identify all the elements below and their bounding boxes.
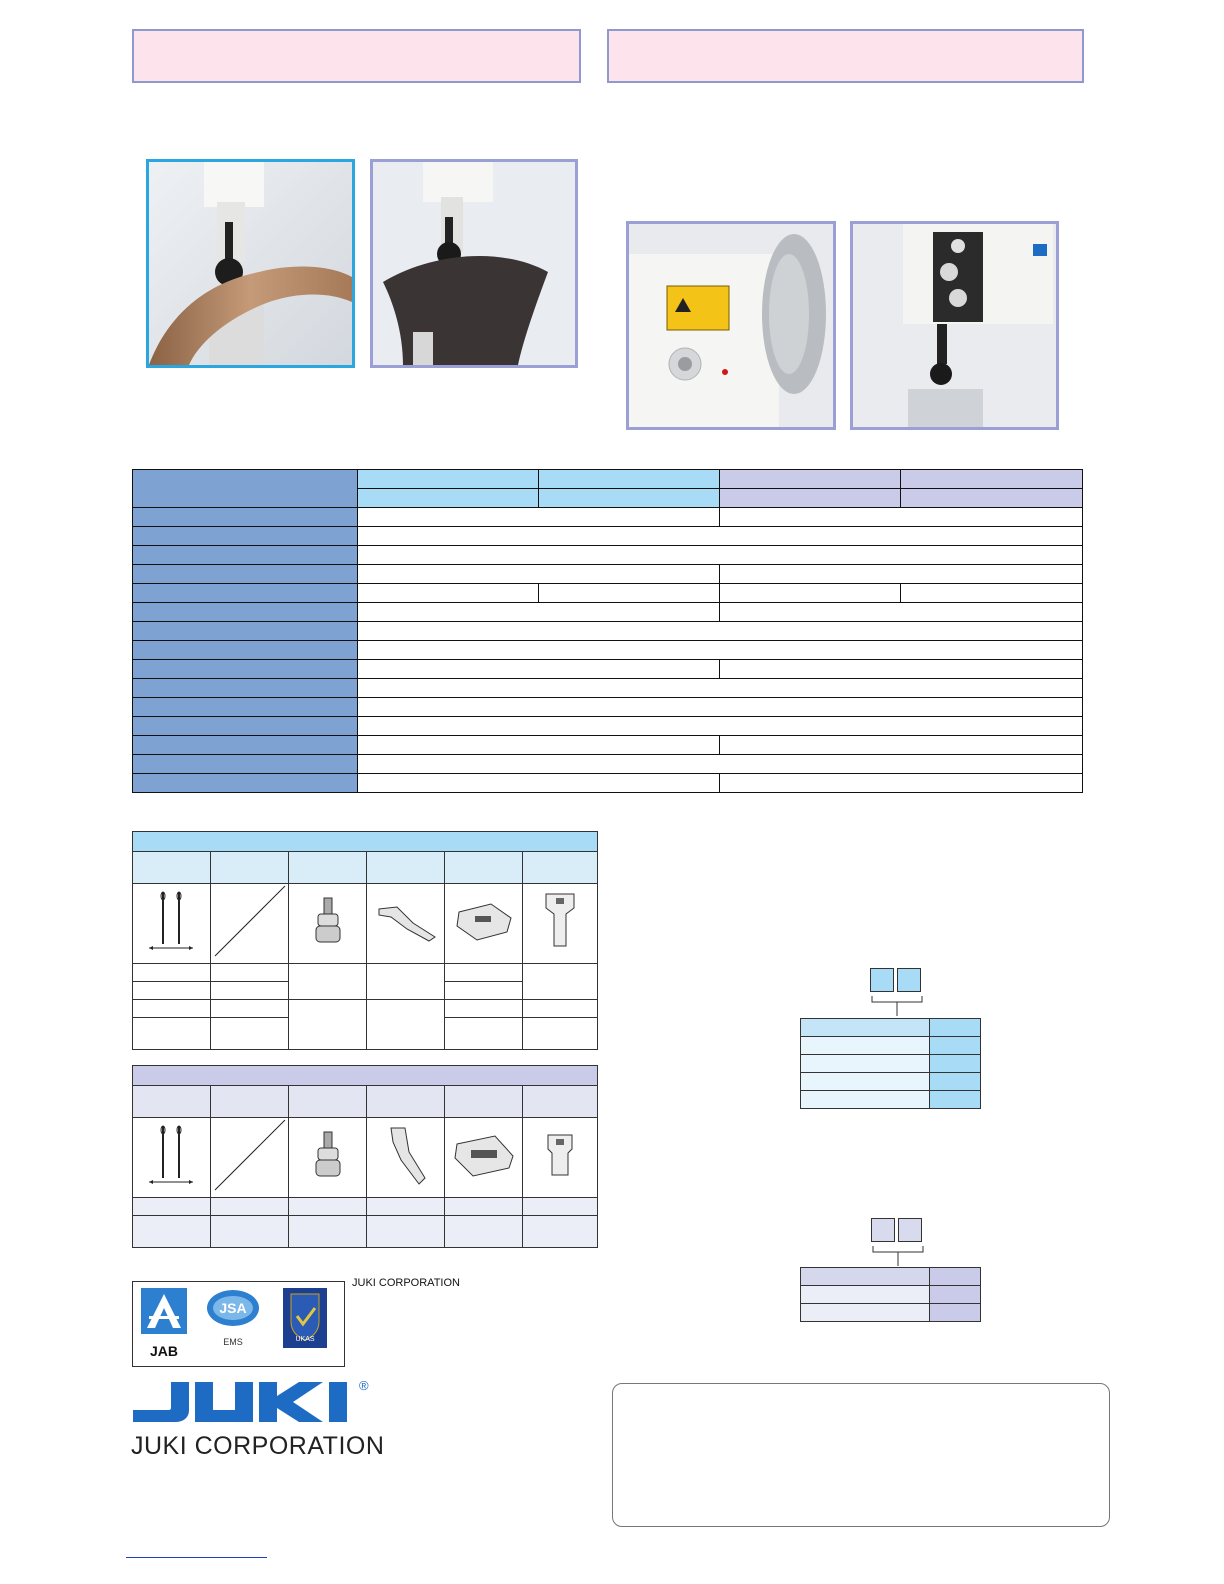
bobbin-case-icon bbox=[289, 1118, 367, 1198]
blank-cell bbox=[211, 884, 289, 964]
photo-thread-tension bbox=[850, 221, 1059, 430]
spec-row-label bbox=[133, 622, 358, 641]
spec-row-label bbox=[133, 603, 358, 622]
jab-logo: JAB bbox=[139, 1286, 189, 1358]
spec-row-label bbox=[133, 736, 358, 755]
needle-icon bbox=[133, 884, 211, 964]
code-box bbox=[871, 1218, 895, 1242]
code-bracket bbox=[871, 1244, 925, 1268]
footer-rule bbox=[126, 1557, 267, 1558]
parts-table-title bbox=[133, 1066, 598, 1086]
spec-col-1 bbox=[358, 470, 539, 489]
code-bracket bbox=[870, 994, 924, 1018]
juki-logo-subtitle: JUKI CORPORATION bbox=[131, 1432, 385, 1460]
spec-row-label bbox=[133, 508, 358, 527]
spec-row-label bbox=[133, 660, 358, 679]
spec-row-label bbox=[133, 527, 358, 546]
needle-plate-icon bbox=[523, 1118, 598, 1198]
bobbin-case-icon bbox=[289, 884, 367, 964]
photo-dark-material-sewing bbox=[370, 159, 578, 368]
jsa-logo: JSA EMS bbox=[205, 1288, 261, 1360]
company-name-small: JUKI CORPORATION bbox=[352, 1277, 460, 1289]
parts-table-lavender bbox=[132, 1065, 598, 1248]
feed-dog-icon bbox=[445, 884, 523, 964]
parts-table-blue bbox=[132, 831, 598, 1050]
spec-col-3 bbox=[720, 470, 901, 489]
ukas-logo: UKAS bbox=[281, 1286, 329, 1362]
spec-row-label bbox=[133, 584, 358, 603]
needle-icon bbox=[133, 1118, 211, 1198]
needle-plate-icon bbox=[523, 884, 598, 964]
registered-mark: ® bbox=[359, 1378, 369, 1393]
code-box bbox=[870, 968, 894, 992]
spec-row-label bbox=[133, 679, 358, 698]
spec-row-label bbox=[133, 717, 358, 736]
spec-table bbox=[132, 469, 1083, 793]
juki-logo bbox=[131, 1380, 376, 1424]
certification-box bbox=[132, 1281, 345, 1367]
code-box bbox=[897, 968, 921, 992]
presser-foot-icon bbox=[367, 884, 445, 964]
code-table-blue bbox=[800, 1018, 981, 1109]
header-box-right bbox=[607, 29, 1084, 83]
spec-row-label bbox=[133, 698, 358, 717]
spec-col-4 bbox=[901, 470, 1083, 489]
spec-header-label bbox=[133, 470, 358, 508]
photo-leather-sewing bbox=[146, 159, 355, 368]
spec-row-label bbox=[133, 755, 358, 774]
spec-col-2 bbox=[539, 470, 720, 489]
spec-row-label bbox=[133, 546, 358, 565]
presser-foot-icon bbox=[367, 1118, 445, 1198]
spec-row-label bbox=[133, 774, 358, 793]
blank-cell bbox=[211, 1118, 289, 1198]
code-table-lavender bbox=[800, 1267, 981, 1322]
header-box-left bbox=[132, 29, 581, 83]
note-box bbox=[612, 1383, 1110, 1527]
photo-caution-handwheel bbox=[626, 221, 836, 430]
spec-row-label bbox=[133, 641, 358, 660]
parts-table-title bbox=[133, 832, 598, 852]
spec-row-label bbox=[133, 565, 358, 584]
code-box bbox=[898, 1218, 922, 1242]
feed-dog-icon bbox=[445, 1118, 523, 1198]
